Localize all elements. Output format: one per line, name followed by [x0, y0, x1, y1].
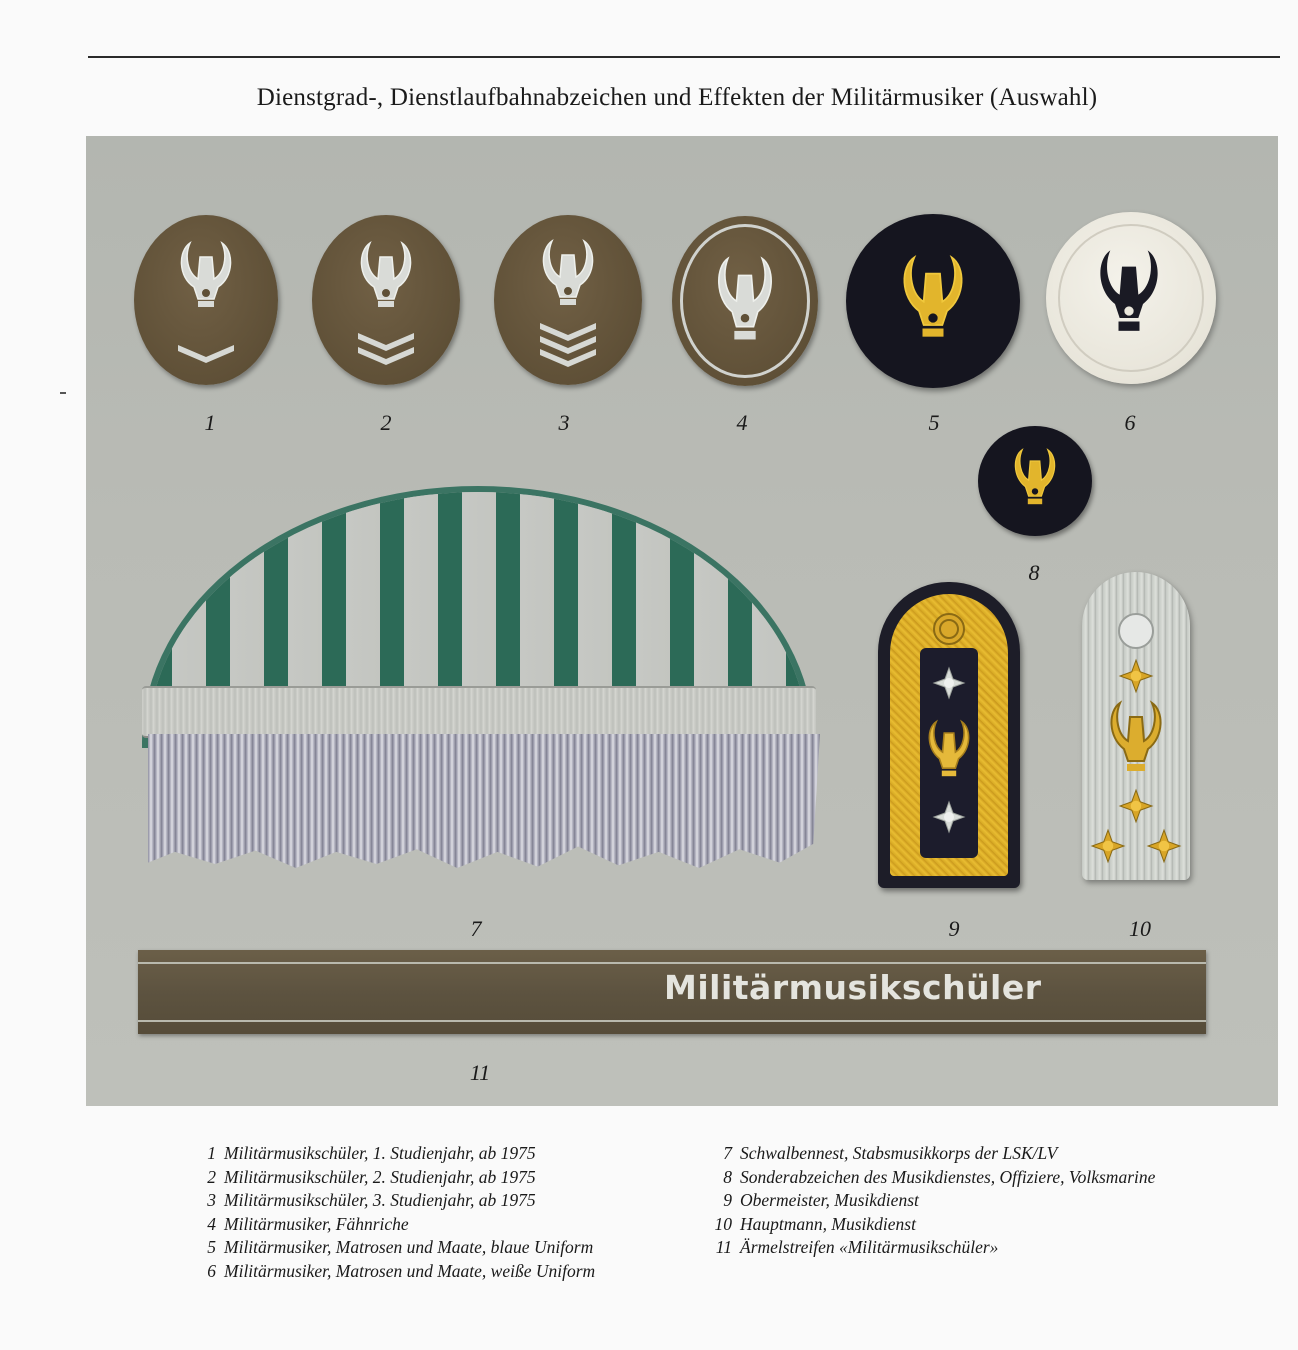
item-number-2: 2 — [380, 410, 392, 435]
pip-icon — [932, 666, 966, 700]
lyre-icon — [898, 250, 968, 344]
triple-chevron-icon — [538, 319, 598, 371]
lyre-icon — [925, 714, 973, 784]
caption-item: 8 Sonderabzeichen des Musikdienstes, Offiziere, Volksmarine — [723, 1166, 1156, 1187]
patch-4 — [672, 216, 818, 386]
caption-item: 1 Militärmusikschüler, 1. Studienjahr, ab 1975 — [207, 1143, 536, 1163]
caption-item: 4 Militärmusiker, Fähnriche — [207, 1213, 409, 1234]
patch-1 — [134, 215, 278, 385]
lyre-icon — [538, 235, 598, 313]
pip-icon — [1146, 828, 1182, 864]
patch-8 — [978, 426, 1092, 536]
caption-list-left — [194, 1142, 595, 1283]
button-icon — [932, 612, 966, 646]
pip-icon — [1118, 658, 1154, 694]
patch-3 — [494, 215, 642, 385]
sleeve-band — [138, 950, 1206, 1034]
lyre-icon — [1011, 444, 1059, 510]
shoulder-board-9 — [878, 582, 1020, 888]
caption-item: 5 Militärmusiker, Matrosen und Maate, blaue Uniform — [207, 1237, 594, 1257]
pip-icon — [1118, 788, 1154, 824]
double-chevron-icon — [356, 329, 416, 369]
caption-item: 6 Militärmusiker, Matrosen und Maate, weiße Uniform — [207, 1260, 596, 1281]
top-rule — [88, 56, 1280, 58]
item-number-1: 1 — [204, 410, 216, 435]
patch-2 — [312, 215, 460, 385]
page-title: Dienstgrad-, Dienstlaufbahnabzeichen und Effekten der Militärmusiker (Auswahl) — [256, 84, 1098, 111]
lyre-icon — [713, 252, 777, 348]
lyre-icon — [1094, 242, 1164, 338]
item-number-10: 10 — [1129, 916, 1151, 941]
gold-braid — [890, 594, 1008, 876]
caption-list-right — [700, 1142, 1155, 1260]
item-number-3: 3 — [558, 410, 570, 435]
item-number-8: 8 — [1028, 560, 1040, 585]
patch-5 — [846, 214, 1020, 388]
button-icon — [1117, 612, 1155, 650]
pip-icon — [932, 800, 966, 834]
caption-item: 11 Ärmelstreifen «Militärmusikschüler» — [715, 1237, 999, 1257]
lyre-icon — [1106, 696, 1166, 778]
swallow-nest-fringe — [148, 734, 820, 868]
swallow-nest-band — [142, 686, 816, 738]
lyre-icon — [356, 237, 416, 315]
item-number-4: 4 — [736, 410, 748, 435]
lyre-icon — [176, 237, 236, 315]
caption-item: 2 Militärmusikschüler, 2. Studienjahr, ab 1975 — [207, 1166, 536, 1187]
margin-mark — [60, 392, 66, 394]
caption-item: 10 Hauptmann, Musikdienst — [714, 1213, 916, 1234]
caption-item: 9 Obermeister, Musikdienst — [723, 1190, 919, 1210]
chevron-icon — [176, 341, 236, 365]
item-number-9: 9 — [948, 916, 960, 941]
item-number-6: 6 — [1124, 410, 1136, 435]
shoulder-board-10 — [1082, 572, 1190, 880]
item-number-7: 7 — [470, 916, 482, 941]
item-number-5: 5 — [928, 410, 940, 435]
patch-6 — [1046, 212, 1216, 384]
pip-icon — [1090, 828, 1126, 864]
caption-item: 3 Militärmusikschüler, 3. Studienjahr, ab 1975 — [207, 1190, 536, 1210]
item-number-11: 11 — [469, 1060, 491, 1085]
sleeve-band-text: Militärmusikschüler — [664, 968, 1042, 1007]
caption-item: 7 Schwalbennest, Stabsmusikkorps der LSK/LV — [723, 1143, 1058, 1163]
